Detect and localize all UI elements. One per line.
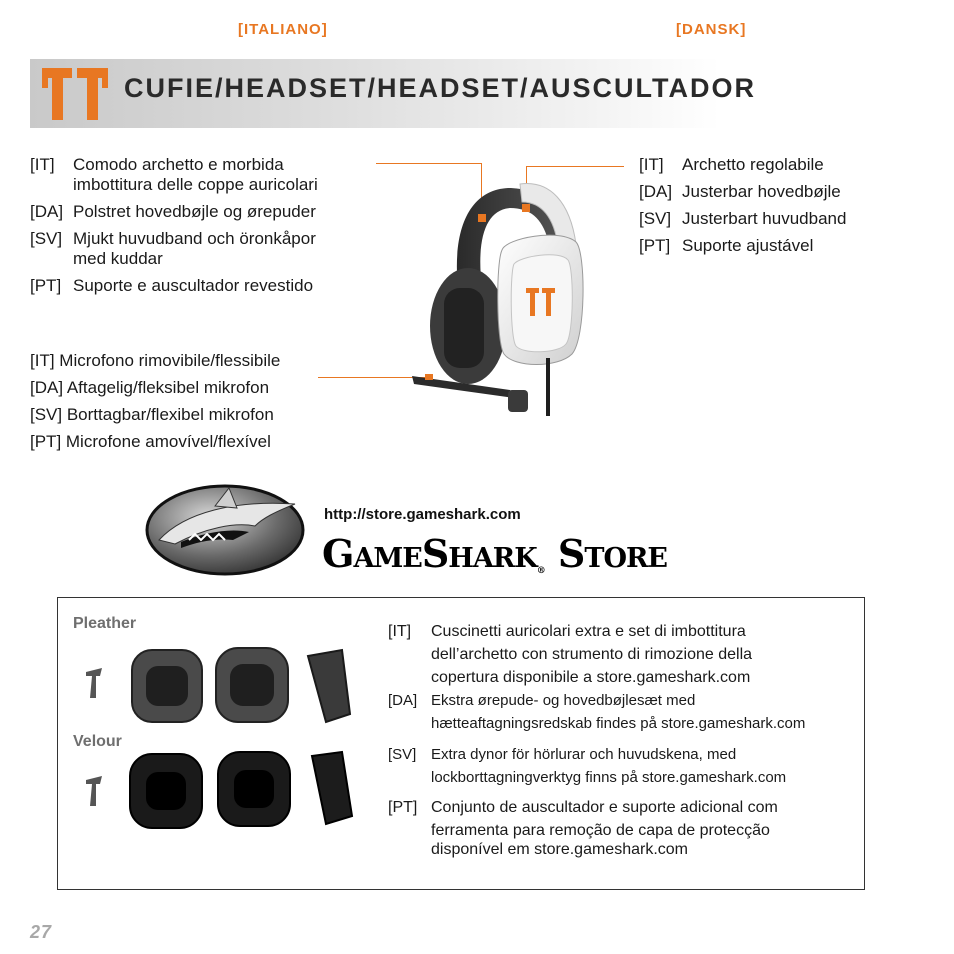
- microphone-text-pt: [PT] Microfone amovível/flexível: [30, 432, 271, 451]
- title-bar: [30, 59, 757, 128]
- padding-text: Comodo archetto e morbida: [73, 155, 284, 174]
- headband-text: Archetto regolabile: [682, 155, 824, 174]
- accessory-text: ferramenta para remoção de capa de protecção: [431, 822, 770, 839]
- padding-text: med kuddar: [73, 249, 163, 268]
- tritton-logo-icon: [42, 68, 108, 120]
- page-title: CUFIE/HEADSET/HEADSET/AUSCULTADOR: [124, 73, 757, 103]
- pleather-label: Pleather: [73, 615, 137, 632]
- microphone-text-it: [IT] Microfono rimovibile/flessibile: [30, 351, 281, 370]
- headband-text: Justerbar hovedbøjle: [682, 182, 841, 201]
- padding-text: imbottitura delle coppe auricolari: [73, 175, 318, 194]
- lang-code: [DA]: [639, 182, 673, 201]
- wordmark-brand: GameShark: [322, 531, 537, 576]
- velour-label: Velour: [73, 733, 122, 750]
- padding-text: Polstret hovedbøjle og ørepuder: [73, 202, 316, 221]
- padding-text: Suporte e auscultador revestido: [73, 276, 314, 295]
- wordmark-suffix: Store: [557, 531, 667, 576]
- headband-text: Suporte ajustável: [682, 236, 814, 255]
- lang-code: [PT]: [639, 236, 671, 255]
- headset-illustration: [410, 158, 620, 420]
- page-number: 27: [30, 922, 53, 942]
- accessory-text: Ekstra ørepude- og hovedbøjlesæt med: [431, 692, 696, 709]
- gameshark-store-wordmark: [322, 531, 667, 576]
- accessory-kit-box: [57, 597, 865, 890]
- accessory-text: lockborttagningverktyg finns på store.gameshark.com: [431, 769, 787, 786]
- padding-text: Mjukt huvudband och öronkåpor: [73, 229, 316, 248]
- lang-code: [IT]: [639, 155, 664, 174]
- lang-code: [PT]: [30, 276, 62, 295]
- headband-text: Justerbart huvudband: [682, 209, 847, 228]
- lang-code: [SV]: [388, 746, 417, 763]
- registered-mark: ®: [536, 566, 546, 576]
- lang-code: [IT]: [30, 155, 55, 174]
- microphone-text-da: [DA] Aftagelig/fleksibel mikrofon: [30, 378, 270, 397]
- accessory-text: copertura disponibile a store.gameshark.com: [431, 669, 751, 686]
- lang-code: [IT]: [388, 623, 412, 640]
- lang-code: [SV]: [30, 229, 63, 248]
- accessory-text: Conjunto de auscultador e suporte adicional com: [431, 799, 778, 816]
- lang-code: [DA]: [30, 202, 64, 221]
- microphone-text-sv: [SV] Borttagbar/flexibel mikrofon: [30, 405, 274, 424]
- accessory-text: disponível em store.gameshark.com: [431, 841, 688, 858]
- lang-code: [SV]: [639, 209, 672, 228]
- accessory-text: dell’archetto con strumento di rimozione della: [431, 646, 753, 663]
- accessory-text: hætteaftagningsredskab findes på store.gameshark.com: [431, 715, 806, 732]
- accessory-text: Extra dynor för hörlurar och huvudskena, med: [431, 746, 737, 763]
- lang-code: [DA]: [388, 692, 418, 709]
- accessory-text: Cuscinetti auricolari extra e set di imbottitura: [431, 623, 746, 640]
- gameshark-shark-logo-icon: [145, 482, 305, 578]
- store-url-link[interactable]: http://store.gameshark.com: [324, 506, 521, 523]
- language-tag-danish: [DANSK]: [676, 21, 747, 38]
- language-tag-italian: [ITALIANO]: [238, 21, 328, 38]
- velour-kit-photo: [80, 746, 370, 830]
- lang-code: [PT]: [388, 799, 418, 816]
- pleather-kit-photo: [80, 642, 370, 726]
